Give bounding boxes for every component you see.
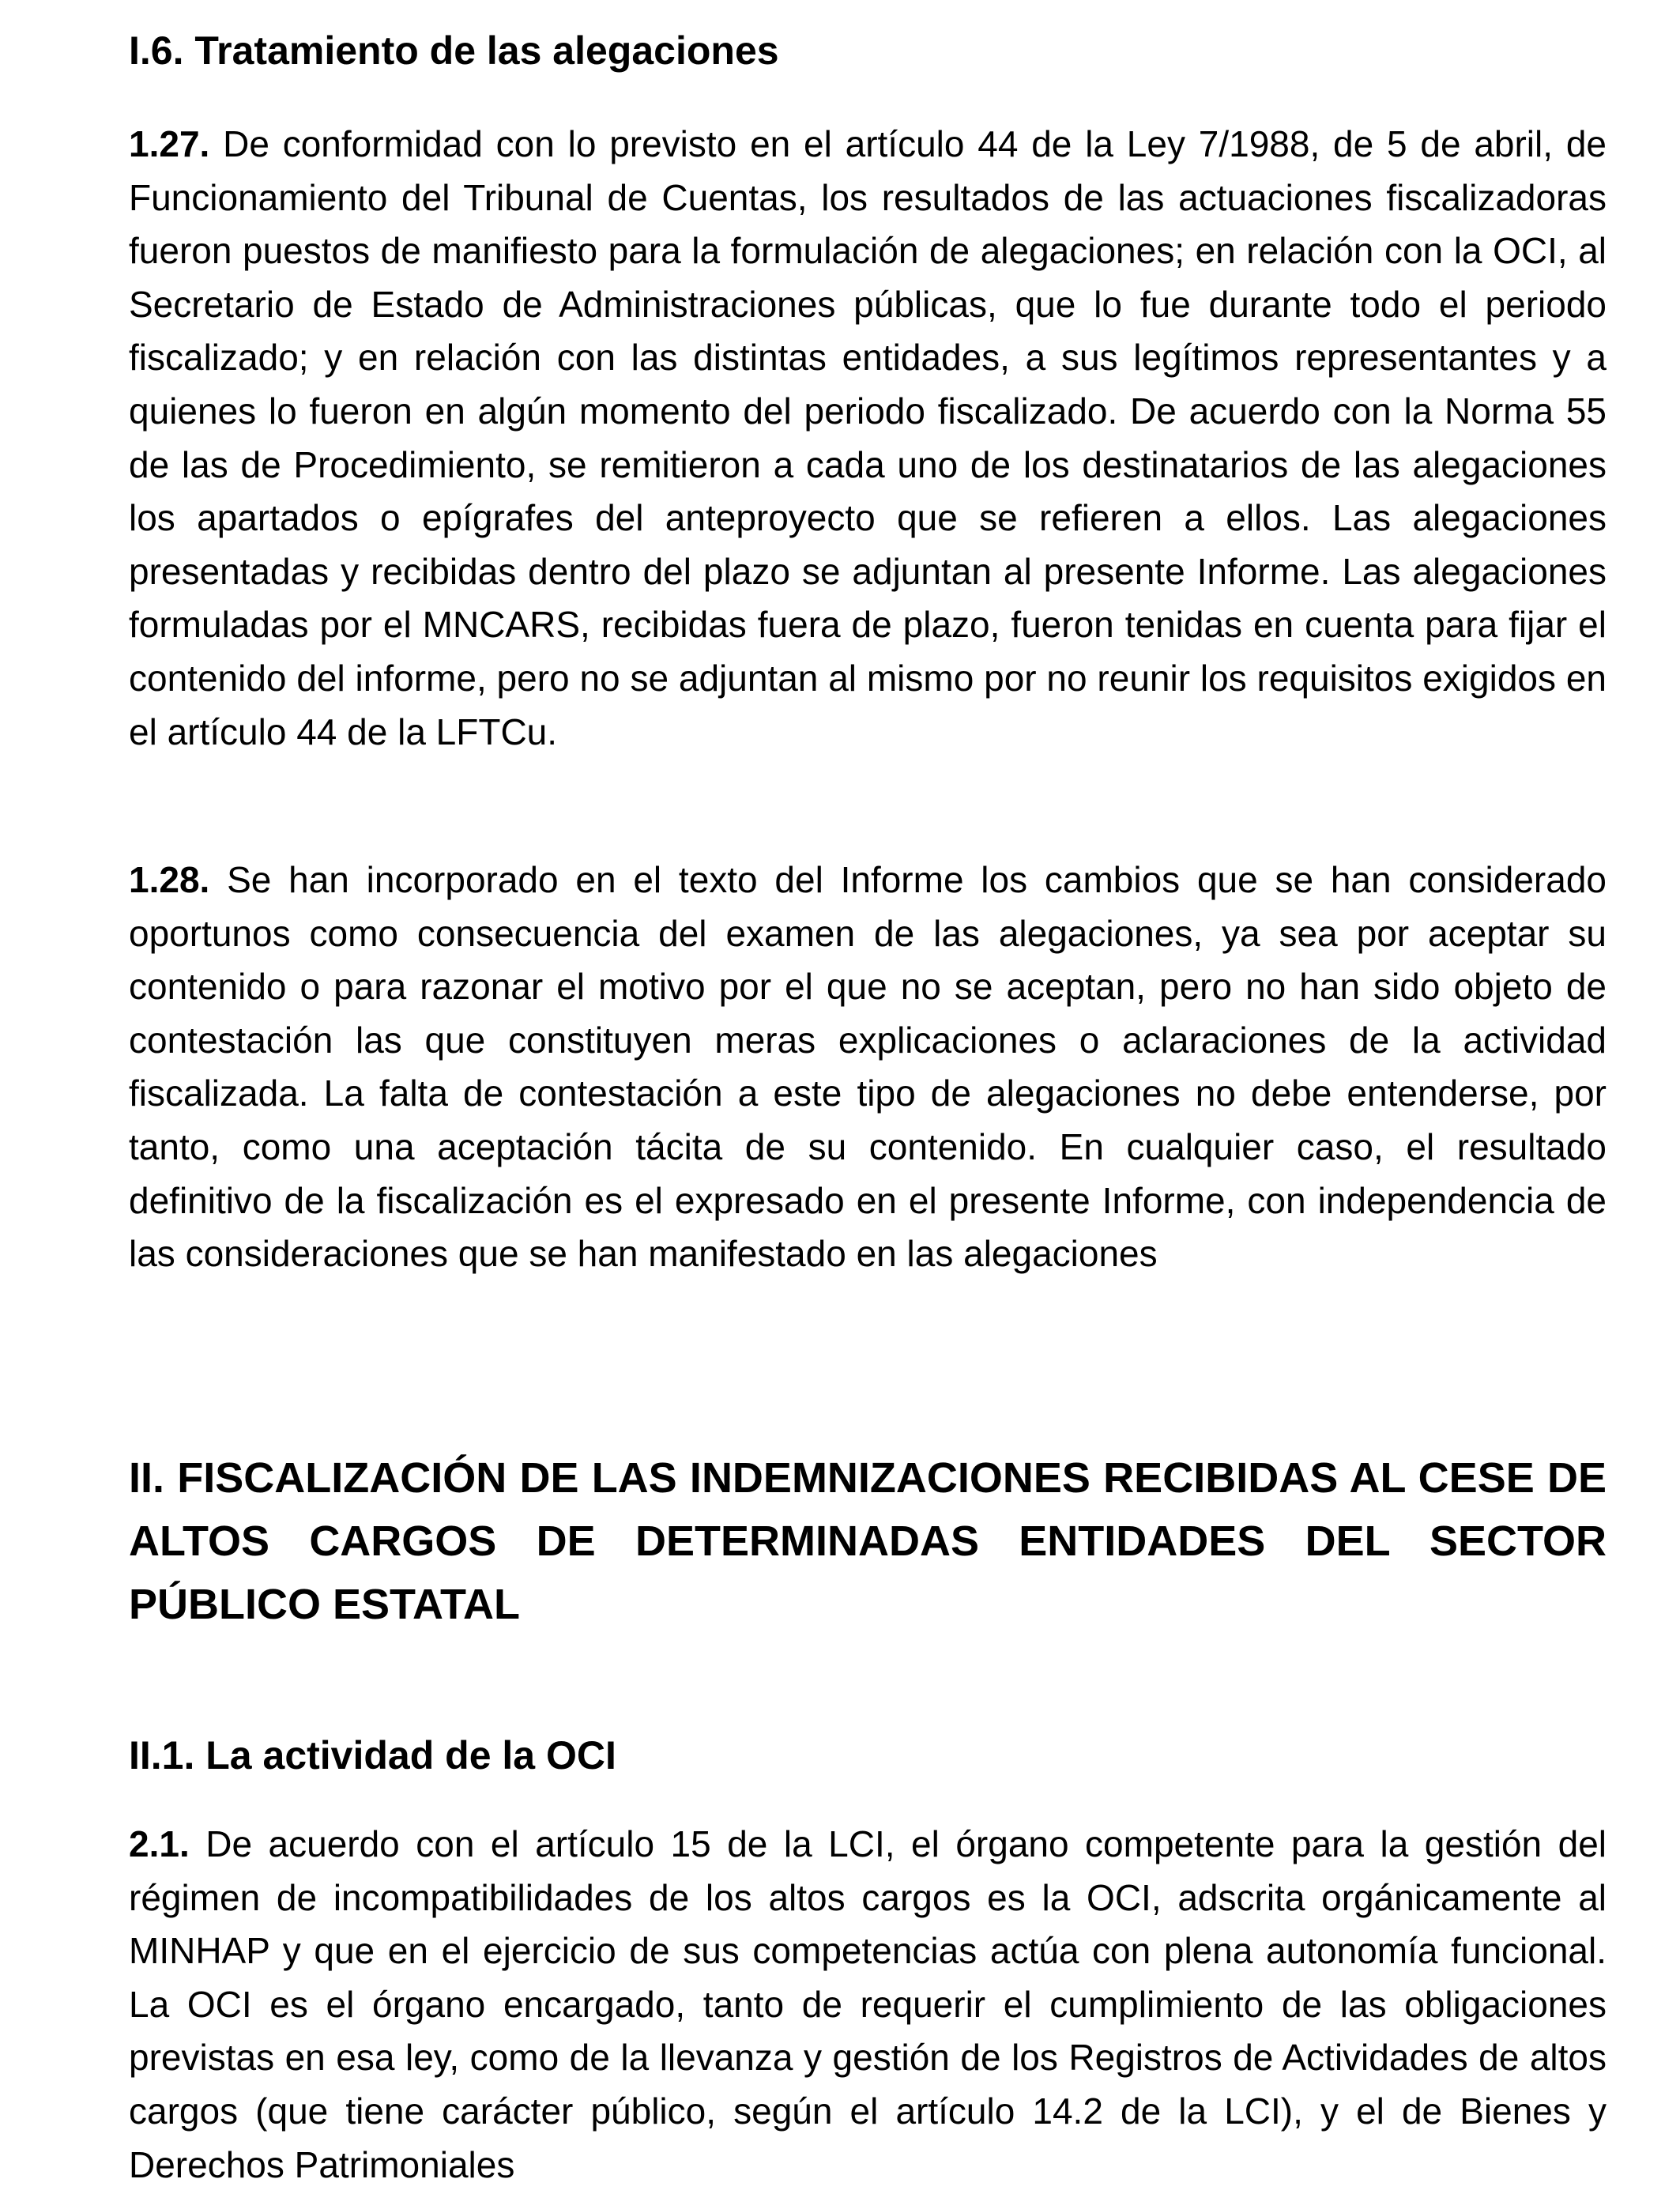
paragraph-text: De conformidad con lo previsto en el artículo 44 de la Ley 7/1988, de 5 de abril, de Funcionamiento del Tribunal de Cuentas, los resultados de las actuaciones fiscalizadoras fueron puestos de manifiesto para la formulación de alegaciones; en relación con la OCI, al Secretario de Estado de Administraciones públicas, que lo fue durante todo el periodo fiscalizado; y en relación con las distintas entidades, a sus legítimos representantes y a quienes lo fueron en algún momento del periodo fiscalizado. De acuerdo con la Norma 55 de las de Procedimiento, se remitieron a cada uno de los destinatarios de las alegaciones los apartados o epígrafes del anteproyecto que se refieren a ellos. Las alegaciones presentadas y recibidas dentro del plazo se adjuntan al presente Informe. Las alegaciones formuladas por el MNCARS, recibidas fuera de plazo, fueron tenidas en cuenta para fijar el contenido del informe, pero no se adjuntan al mismo por no reunir los requisitos exigidos en el artículo 44 de la LFTCu. [129,123,1607,752]
paragraph-1-27 [129,118,1607,759]
chapter-heading-ii: II. FISCALIZACIÓN DE LAS INDEMNIZACIONES RECIBIDAS AL CESE DE ALTOS CARGOS DE DETERMINADAS ENTIDADES DEL SECTOR PÚBLICO ESTATAL [129,1454,1607,1628]
paragraph-text: Se han incorporado en el texto del Informe los cambios que se han considerado oportunos como consecuencia del examen de las alegaciones, ya sea por aceptar su contenido o para razonar el motivo por el que no se aceptan, pero no han sido objeto de contestación las que constituyen meras explicaciones o aclaraciones de la actividad fiscalizada. La falta de contestación a este tipo de alegaciones no debe entenderse, por tanto, como una aceptación tácita de su contenido. En cualquier caso, el resultado definitivo de la fiscalización es el expresado en el presente Informe, con independencia de las consideraciones que se han manifestado en las alegaciones [129,859,1607,1275]
section-heading-ii1: II.1. La actividad de la OCI [129,1733,616,1777]
paragraph-1-28 [129,854,1607,1281]
paragraph-number: 1.28. [129,859,210,900]
paragraph-2-1 [129,1818,1607,2192]
paragraph-number: 1.27. [129,123,210,164]
section-heading-i6: I.6. Tratamiento de las alegaciones [129,28,779,73]
paragraph-text: De acuerdo con el artículo 15 de la LCI, el órgano competente para la gestión del régimen de incompatibilidades de los altos cargos es la OCI, adscrita orgánicamente al MINHAP y que en el ejercicio de sus competencias actúa con plena autonomía funcional. La OCI es el órgano encargado, tanto de requerir el cumplimiento de las obligaciones previstas en esa ley, como de la llevanza y gestión de los Registros de Actividades de altos cargos (que tiene carácter público, según el artículo 14.2 de la LCI), y el de Bienes y Derechos Patrimoniales [129,1823,1607,2185]
paragraph-number: 2.1. [129,1823,190,1864]
